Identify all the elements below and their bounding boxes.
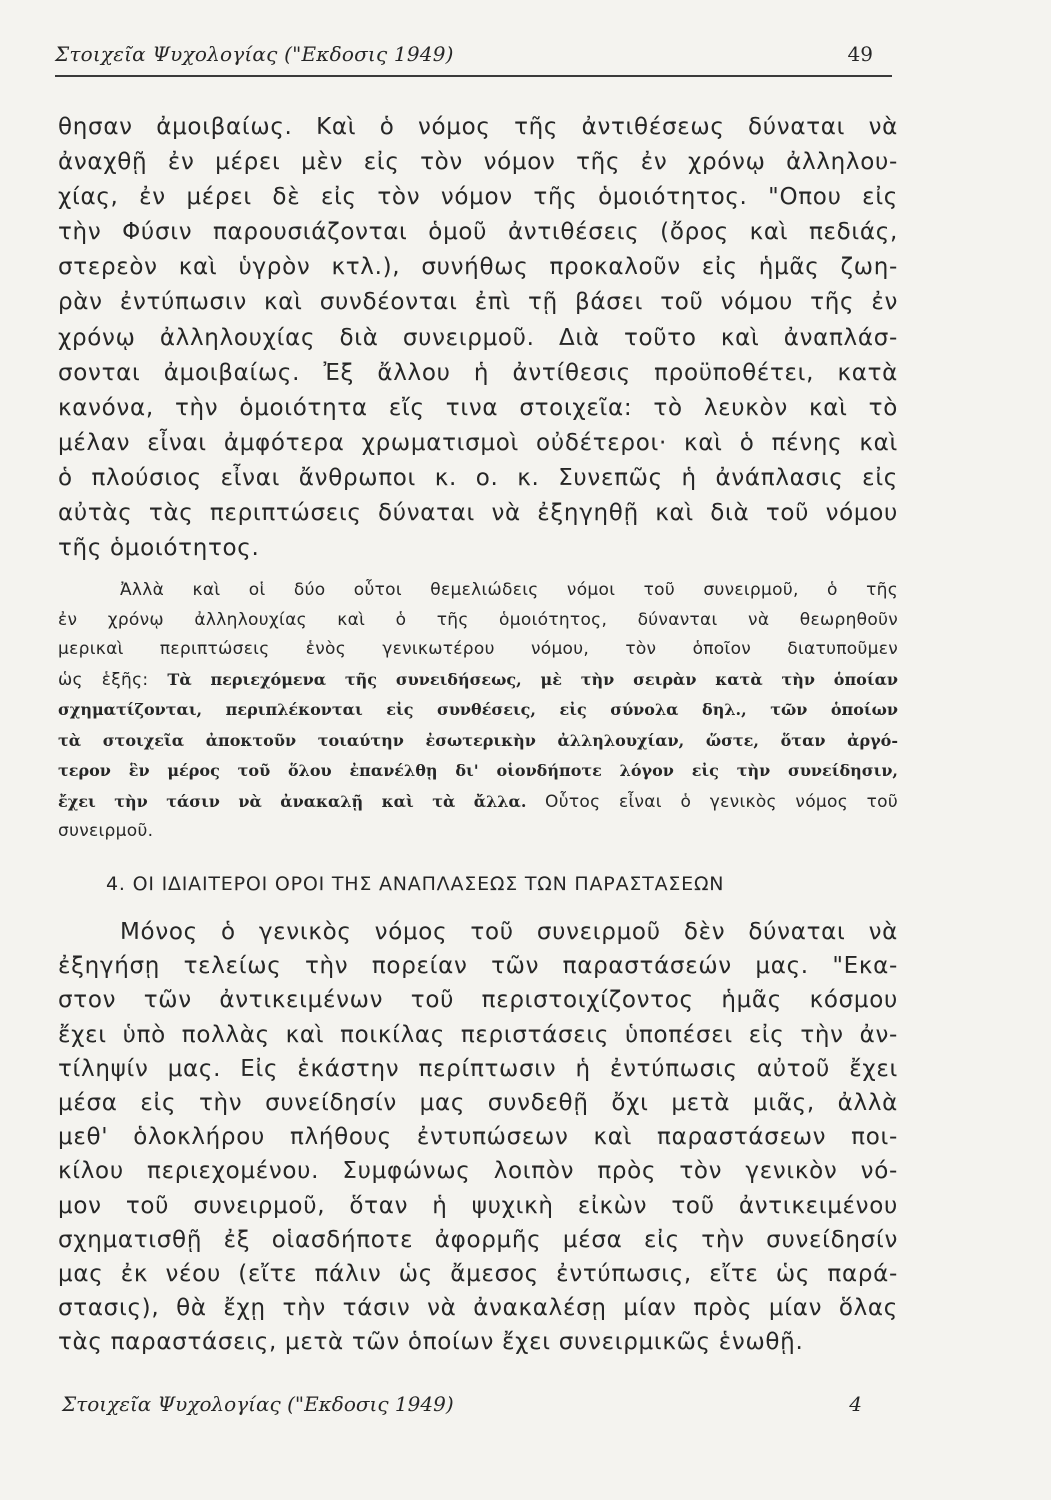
text-line: τῆς ὁμοιότητος. — [58, 535, 260, 562]
text-line: χρόνῳ ἀλληλουχίας διὰ συνειρμοῦ. Διὰ τοῦτο καὶ ἀναπλάσ- — [58, 324, 898, 351]
text-line: μας ἐκ νέου (εἴτε πάλιν ὡς ἄμεσος ἐντύπωσις, εἴτε ὡς παρά- — [58, 1261, 898, 1288]
running-footer — [62, 1392, 862, 1422]
text-plain: ὡς ἑξῆς: — [58, 669, 149, 690]
text-line — [58, 787, 898, 818]
footer-title: Στοιχεῖα Ψυχολογίας ("Εκδοσις 1949) — [62, 1392, 454, 1416]
law-statement-bold: ἔχει τὴν τάσιν νὰ ἀνακαλῇ καὶ τὰ ἄλλα. — [58, 791, 527, 811]
text-line — [58, 695, 898, 726]
section-heading: 4. ΟΙ ΙΔΙΑΙΤΕΡΟΙ ΟΡΟΙ ΤΗΣ ΑΝΑΠΛΑΣΕΩΣ ΤΩΝ ΠΑΡΑΣΤΑΣΕΩΝ — [106, 873, 725, 895]
text-line: ἐν χρόνῳ ἀλληλουχίας καὶ ὁ τῆς ὁμοιότητος, δύνανται νὰ θεωρηθοῦν — [58, 609, 898, 630]
header-title: Στοιχεῖα Ψυχολογίας ("Εκδοσις 1949) — [55, 42, 454, 66]
text-line: ἐξηγήσῃ τελείως τὴν πορείαν τῶν παραστάσεών μας. "Εκα- — [58, 953, 898, 980]
text-plain: Οὗτος εἶναι ὁ γενικὸς νόμος τοῦ — [545, 791, 898, 812]
text-line: στασις), θὰ ἔχῃ τὴν τάσιν νὰ ἀνακαλέσῃ μίαν πρὸς μίαν ὅλας — [58, 1295, 898, 1322]
page-number: 49 — [847, 42, 873, 66]
text-line: τὰς παραστάσεις, μετὰ τῶν ὁποίων ἔχει συνειρμικῶς ἑνωθῇ. — [58, 1329, 804, 1356]
text-line: κανόνα, τὴν ὁμοιότητα εἴς τινα στοιχεῖα: τὸ λευκὸν καὶ τὸ — [58, 394, 898, 421]
paragraph-3 — [58, 915, 898, 1360]
text-line: ὁ πλούσιος εἶναι ἄνθρωποι κ. ο. κ. Συνεπῶς ἡ ἀνάπλασις εἰς — [58, 464, 898, 491]
running-header — [55, 38, 873, 74]
text-line: σονται ἀμοιβαίως. Ἐξ ἄλλου ἡ ἀντίθεσις προϋποθέτει, κατὰ — [58, 359, 898, 386]
text-line: ρὰν ἐντύπωσιν καὶ συνδέονται ἐπὶ τῇ βάσει τοῦ νόμου τῆς ἐν — [58, 289, 898, 316]
header-rule — [55, 75, 892, 77]
law-statement-bold: τὰ στοιχεῖα ἀποκτοῦν τοιαύτην ἐσωτερικὴν ἀλληλουχίαν, ὥστε, ὅταν ἀργό- — [58, 730, 898, 750]
text-line: στερεὸν καὶ ὑγρὸν κτλ.), συνήθως προκαλοῦν εἰς ἡμᾶς ζωη- — [58, 254, 898, 281]
text-line: συνειρμοῦ. — [58, 821, 154, 841]
text-line: σχηματισθῇ ἐξ οἱασδήποτε ἀφορμῆς μέσα εἰς τὴν συνείδησίν — [58, 1226, 898, 1253]
text-line — [58, 665, 898, 696]
paragraph-2-small-print — [58, 576, 898, 847]
text-line: Μόνος ὁ γενικὸς νόμος τοῦ συνειρμοῦ δὲν δύναται νὰ — [120, 919, 898, 945]
text-line: ἀναχθῇ ἐν μέρει μὲν εἰς τὸν νόμον τῆς ἐν χρόνῳ ἀλληλου- — [58, 149, 898, 176]
text-line: θησαν ἀμοιβαίως. Καὶ ὁ νόμος τῆς ἀντιθέσεως δύναται νὰ — [58, 114, 898, 140]
law-statement-bold: τερον ἓν μέρος τοῦ ὅλου ἐπανέλθῃ δι' οἱονδήποτε λόγον εἰς τὴν συνείδησιν, — [58, 761, 898, 780]
text-line — [58, 726, 898, 757]
paragraph-1 — [58, 110, 898, 566]
law-statement-bold: Τὰ περιεχόμενα τῆς συνειδήσεως, μὲ τὴν σειρὰν κατὰ τὴν ὁποίαν — [167, 669, 899, 689]
text-line: ἔχει ὑπὸ πολλὰς καὶ ποικίλας περιστάσεις ὑποπέσει εἰς τὴν ἀν- — [58, 1021, 898, 1048]
text-line: τίληψίν μας. Εἰς ἑκάστην περίπτωσιν ἡ ἐντύπωσις αὐτοῦ ἔχει — [58, 1055, 898, 1082]
text-line: τὴν Φύσιν παρουσιάζονται ὁμοῦ ἀντιθέσεις (ὄρος καὶ πεδιάς, — [58, 219, 898, 246]
text-line: μέσα εἰς τὴν συνείδησίν μας συνδεθῇ ὄχι μετὰ μιᾶς, ἀλλὰ — [58, 1090, 898, 1117]
law-statement-bold: σχηματίζονται, περιπλέκονται εἰς συνθέσεις, εἰς σύνολα δηλ., τῶν ὁποίων — [58, 700, 898, 719]
text-line: χίας, ἐν μέρει δὲ εἰς τὸν νόμον τῆς ὁμοιότητος. "Οπου εἰς — [58, 184, 898, 211]
text-line: κίλου περιεχομένου. Συμφώνως λοιπὸν πρὸς τὸν γενικὸν νό- — [58, 1158, 898, 1185]
text-line: στον τῶν ἀντικειμένων τοῦ περιστοιχίζοντος ἡμᾶς κόσμου — [58, 987, 898, 1014]
text-line: μερικαὶ περιπτώσεις ἑνὸς γενικωτέρου νόμου, τὸν ὁποῖον διατυποῦμεν — [58, 639, 898, 659]
text-line — [58, 756, 898, 787]
text-line: αὐτὰς τὰς περιπτώσεις δύναται νὰ ἐξηγηθῇ καὶ διὰ τοῦ νόμου — [58, 500, 898, 527]
text-line: μεθ' ὁλοκλήρου πλήθους ἐντυπώσεων καὶ παραστάσεων ποι- — [58, 1124, 898, 1151]
text-line: μον τοῦ συνειρμοῦ, ὅταν ἡ ψυχικὴ εἰκὼν τοῦ ἀντικειμένου — [58, 1192, 898, 1219]
signature-mark: 4 — [849, 1392, 862, 1416]
text-line: Ἀλλὰ καὶ οἱ δύο οὗτοι θεμελιώδεις νόμοι τοῦ συνειρμοῦ, ὁ τῆς — [120, 580, 898, 600]
text-line: μέλαν εἶναι ἀμφότερα χρωματισμοὶ οὐδέτεροι· καὶ ὁ πένης καὶ — [58, 429, 898, 456]
